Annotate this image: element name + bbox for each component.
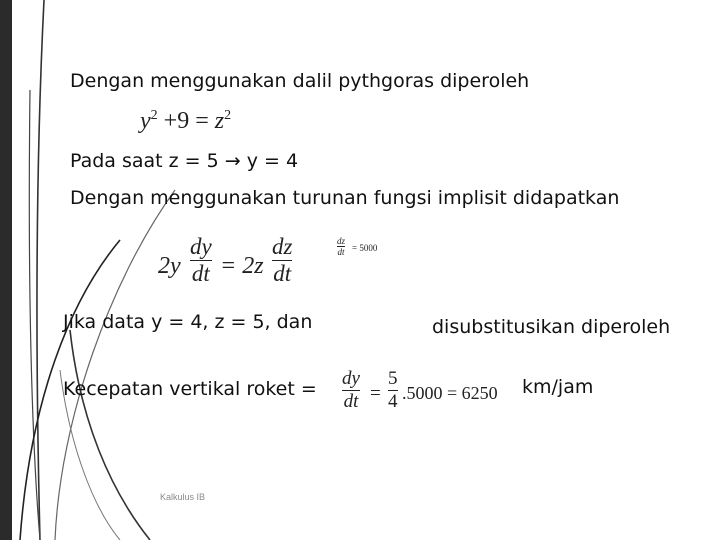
vel-den: 4: [388, 391, 398, 412]
frac-dt-2: dt: [273, 261, 292, 286]
eq-implicit-rhs: = 2z: [220, 253, 264, 279]
vel-result: .5000 = 6250: [402, 383, 498, 403]
eq-plus9: +9 =: [163, 108, 209, 134]
text-line-substitute: disubstitusikan diperoleh: [432, 316, 671, 338]
text-line-pythagoras: Dengan menggunakan dalil pythgoras diperoleh: [70, 70, 530, 92]
given-dz: dz: [337, 236, 346, 246]
fraction-dz-dt: [272, 234, 292, 287]
text-line-implicit: Dengan menggunakan turunan fungsi implisit didapatkan: [70, 187, 620, 209]
fraction-given-dz-dt: [337, 236, 345, 257]
vel-dt: dt: [343, 391, 359, 412]
frac-dt: dt: [191, 261, 210, 286]
fraction-dy-dt: [190, 234, 212, 287]
eq-exp-y: 2: [150, 108, 158, 123]
eq-y: y: [140, 108, 151, 134]
text-line-data: Jika data y = 4, z = 5, dan: [63, 311, 313, 333]
fraction-velocity-dy-dt: [342, 368, 360, 413]
given-dt: dt: [337, 247, 345, 257]
footer-label: Kalkulus IB: [160, 492, 206, 502]
fraction-five-fourths: [388, 368, 398, 413]
text-line-condition: Pada saat z = 5 → y = 4: [70, 150, 299, 172]
eq-z: z: [214, 108, 225, 134]
eq-implicit-lhs: 2y: [158, 253, 181, 279]
text-line-velocity: Kecepatan vertikal roket =: [63, 378, 317, 400]
given-value: = 5000: [352, 243, 378, 253]
equation-pythagoras: [140, 108, 231, 135]
vel-dy: dy: [342, 368, 360, 389]
vel-equals: =: [370, 383, 381, 404]
frac-dz: dz: [272, 234, 293, 259]
vel-num: 5: [388, 368, 398, 389]
eq-exp-z: 2: [224, 108, 232, 123]
unit-km-per-hour: km/jam: [522, 376, 594, 398]
frac-dy: dy: [190, 234, 212, 259]
